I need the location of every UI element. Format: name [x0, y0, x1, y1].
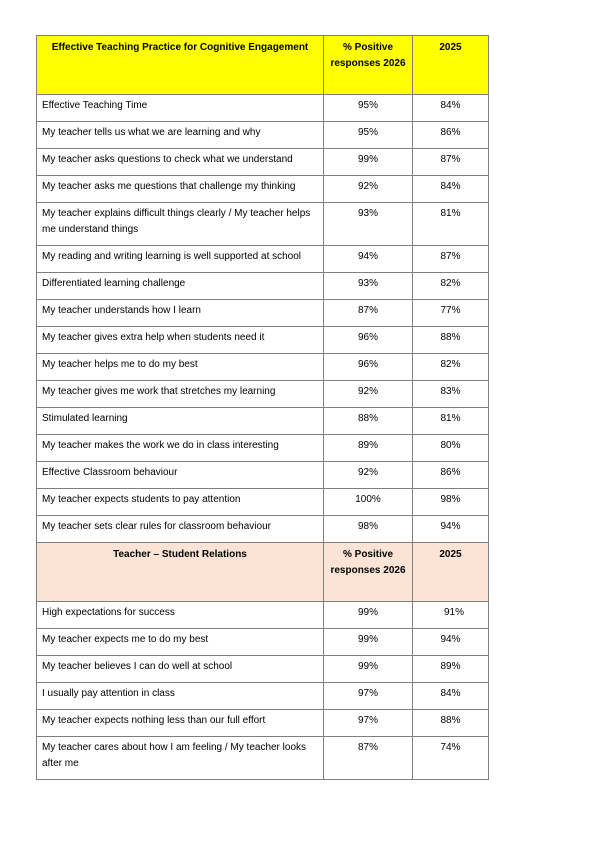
value-2025: 84% — [413, 176, 489, 203]
table-row — [37, 354, 489, 381]
value-2025: 94% — [413, 629, 489, 656]
value-2026: 99% — [324, 656, 413, 683]
table-row — [37, 462, 489, 489]
table-row — [37, 300, 489, 327]
value-2025: 81% — [413, 203, 489, 246]
value-2025: 88% — [413, 327, 489, 354]
table-row — [37, 710, 489, 737]
row-label: My teacher cares about how I am feeling / My teacher looks after me — [37, 737, 324, 780]
table-row — [37, 381, 489, 408]
value-2025: 87% — [413, 246, 489, 273]
section-header-cognitive-engagement — [37, 36, 489, 95]
value-2025: 82% — [413, 273, 489, 300]
column-header-2026: % Positive responses 2026 — [324, 36, 413, 95]
row-label: My teacher sets clear rules for classroom behaviour — [37, 516, 324, 543]
value-2026: 99% — [324, 602, 413, 629]
survey-results-table — [36, 35, 489, 780]
value-2026: 96% — [324, 354, 413, 381]
value-2025: 82% — [413, 354, 489, 381]
row-label: My teacher believes I can do well at school — [37, 656, 324, 683]
table-row — [37, 122, 489, 149]
value-2026: 88% — [324, 408, 413, 435]
row-label: My teacher tells us what we are learning and why — [37, 122, 324, 149]
value-2025: 98% — [413, 489, 489, 516]
row-label: Effective Classroom behaviour — [37, 462, 324, 489]
table-row — [37, 435, 489, 462]
column-header-2025: 2025 — [413, 543, 489, 602]
row-label: My teacher asks questions to check what we understand — [37, 149, 324, 176]
row-label: Differentiated learning challenge — [37, 273, 324, 300]
table-row — [37, 656, 489, 683]
value-2025: 77% — [413, 300, 489, 327]
value-2025: 94% — [413, 516, 489, 543]
row-label: Effective Teaching Time — [37, 95, 324, 122]
section-title: Effective Teaching Practice for Cognitive Engagement — [37, 36, 324, 95]
value-2026: 94% — [324, 246, 413, 273]
value-2026: 93% — [324, 273, 413, 300]
value-2026: 87% — [324, 737, 413, 780]
value-2026: 98% — [324, 516, 413, 543]
value-2025: 87% — [413, 149, 489, 176]
value-2026: 97% — [324, 710, 413, 737]
value-2025: 86% — [413, 462, 489, 489]
value-2026: 92% — [324, 176, 413, 203]
section-title: Teacher – Student Relations — [37, 543, 324, 602]
table-row — [37, 176, 489, 203]
row-label: My teacher expects students to pay attention — [37, 489, 324, 516]
row-label: My teacher expects me to do my best — [37, 629, 324, 656]
row-label: My teacher helps me to do my best — [37, 354, 324, 381]
value-2025: 89% — [413, 656, 489, 683]
table-row — [37, 629, 489, 656]
table-row — [37, 516, 489, 543]
value-2026: 87% — [324, 300, 413, 327]
value-2025: 86% — [413, 122, 489, 149]
value-2026: 92% — [324, 381, 413, 408]
row-label: I usually pay attention in class — [37, 683, 324, 710]
row-label: My reading and writing learning is well supported at school — [37, 246, 324, 273]
table-row — [37, 602, 489, 629]
value-2025: 80% — [413, 435, 489, 462]
table-row — [37, 149, 489, 176]
value-2026: 95% — [324, 95, 413, 122]
row-label: My teacher makes the work we do in class interesting — [37, 435, 324, 462]
row-label: My teacher gives extra help when students need it — [37, 327, 324, 354]
value-2026: 100% — [324, 489, 413, 516]
row-label: Stimulated learning — [37, 408, 324, 435]
row-label: My teacher expects nothing less than our full effort — [37, 710, 324, 737]
value-2026: 99% — [324, 629, 413, 656]
value-2025: 84% — [413, 95, 489, 122]
value-2026: 89% — [324, 435, 413, 462]
table-row — [37, 95, 489, 122]
value-2026: 96% — [324, 327, 413, 354]
column-header-2025: 2025 — [413, 36, 489, 95]
value-2025: 74% — [413, 737, 489, 780]
table-row — [37, 683, 489, 710]
row-label: My teacher gives me work that stretches my learning — [37, 381, 324, 408]
value-2025: 81% — [413, 408, 489, 435]
row-label: My teacher understands how I learn — [37, 300, 324, 327]
row-label: High expectations for success — [37, 602, 324, 629]
row-label: My teacher asks me questions that challenge my thinking — [37, 176, 324, 203]
value-2026: 97% — [324, 683, 413, 710]
table-row — [37, 327, 489, 354]
value-2026: 92% — [324, 462, 413, 489]
section-header-teacher-student-relations — [37, 543, 489, 602]
value-2026: 99% — [324, 149, 413, 176]
row-label: My teacher explains difficult things clearly / My teacher helps me understand things — [37, 203, 324, 246]
table-row — [37, 203, 489, 246]
column-header-2026: % Positive responses 2026 — [324, 543, 413, 602]
value-2025: 83% — [413, 381, 489, 408]
value-2025: 88% — [413, 710, 489, 737]
table-row — [37, 273, 489, 300]
table-row — [37, 408, 489, 435]
value-2025: 84% — [413, 683, 489, 710]
value-2025: 91% — [413, 602, 489, 629]
table-row — [37, 489, 489, 516]
value-2026: 93% — [324, 203, 413, 246]
table-row — [37, 246, 489, 273]
table-row — [37, 737, 489, 780]
value-2026: 95% — [324, 122, 413, 149]
